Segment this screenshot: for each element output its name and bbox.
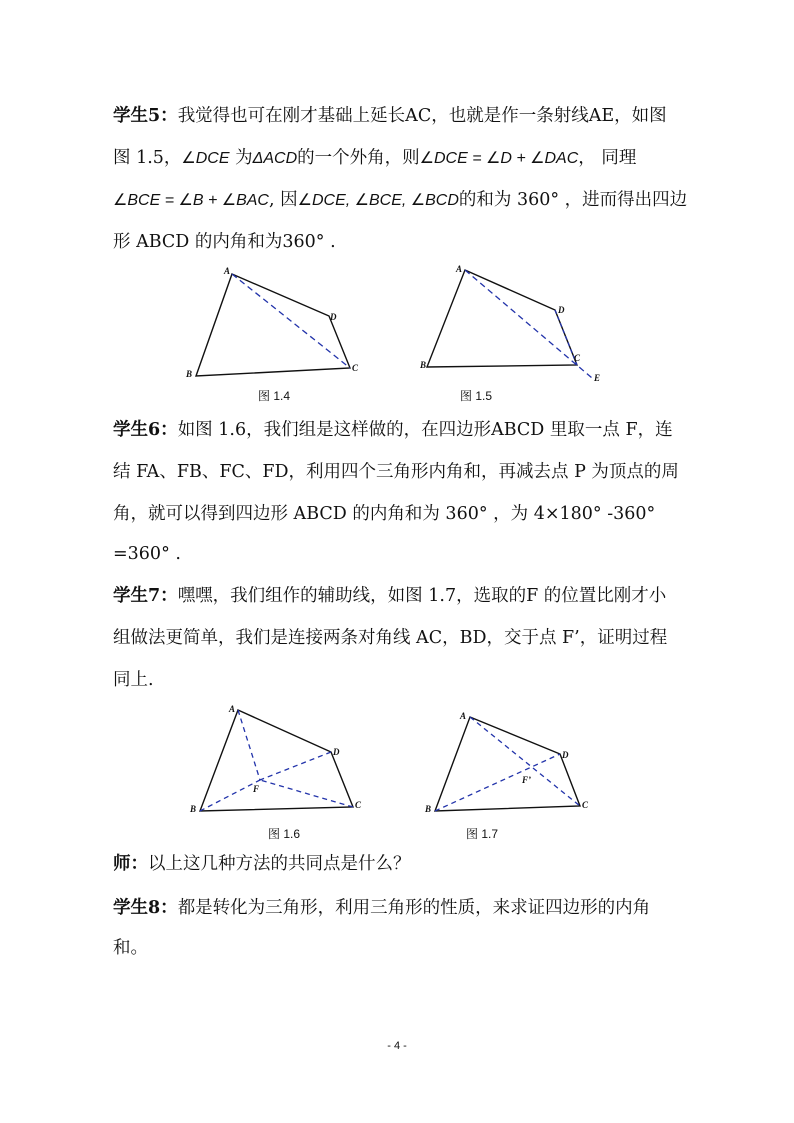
segment-fa — [238, 710, 260, 780]
text: 嘿嘿，我们组作的辅助线，如图 1.7，选取的F 的位置比刚才小 — [177, 586, 667, 606]
quadrilateral — [427, 270, 577, 367]
s6-line-3 — [113, 502, 655, 526]
vertex-label-e: E — [594, 373, 601, 383]
text: 结 FA、FB、FC、FD，利用四个三角形内角和，再减去点 P 为顶点的周 — [113, 462, 679, 482]
figure-caption: 图 1.6 — [268, 827, 301, 841]
text: 以上这几种方法的共同点是什么？ — [148, 854, 411, 874]
s7-line-2 — [113, 626, 667, 650]
vertex-label-a: A — [460, 711, 467, 721]
quadrilateral — [200, 710, 353, 811]
s5-line-1 — [113, 104, 667, 128]
text: 图 1.5， — [113, 148, 182, 168]
math: ∠DCE — [181, 150, 230, 167]
s5-line-3 — [113, 188, 687, 213]
s6-line-1 — [113, 418, 673, 442]
page-number: - 4 - — [387, 1040, 407, 1052]
vertex-label-d: D — [333, 747, 340, 757]
segment-fb — [200, 780, 260, 811]
s5-line-2 — [113, 146, 636, 171]
s6-line-4 — [113, 542, 181, 566]
math: ΔACD — [252, 150, 298, 167]
figure-1-7 — [420, 703, 610, 823]
vertex-label-f: F — [253, 784, 260, 794]
vertex-label-a: A — [456, 264, 463, 274]
vertex-label-f-prime: F’ — [522, 775, 531, 785]
vertex-label-d: D — [330, 312, 337, 322]
figure-caption: 图 1.5 — [460, 389, 493, 403]
figure-caption: 图 1.4 — [258, 389, 291, 403]
vertex-label-b: B — [186, 369, 193, 379]
figure-1-6 — [185, 700, 375, 820]
speaker-label: 师： — [113, 854, 148, 874]
vertex-label-d: D — [562, 750, 569, 760]
figure-1-4 — [180, 265, 370, 385]
text: 的和为 360° ，进而得出四边 — [458, 190, 688, 210]
vertex-label-b: B — [420, 360, 427, 370]
text: 角，就可以得到四边形 ABCD 的内角和为 360° ，为 4×180° -360° — [113, 504, 656, 524]
vertex-label-c: C — [582, 800, 589, 810]
math: ∠DCE = ∠D + ∠DAC — [419, 150, 579, 167]
vertex-label-b: B — [190, 804, 197, 814]
text: , 因 — [268, 190, 298, 210]
vertex-label-a: A — [224, 266, 231, 276]
text: 如图 1.6，我们组是这样做的，在四边形ABCD 里取一点 F，连 — [177, 420, 673, 440]
quadrilateral — [435, 717, 580, 811]
segment-fd — [260, 752, 331, 780]
text: =360° . — [113, 544, 181, 564]
s8-line-2 — [113, 936, 148, 960]
text: 为 — [229, 148, 253, 168]
vertex-label-c: C — [355, 800, 362, 810]
text: 形 ABCD 的内角和为360° . — [113, 232, 336, 252]
vertex-label-b: B — [425, 804, 432, 814]
speaker-label: 学生8： — [113, 898, 178, 918]
segment-fc — [260, 780, 353, 807]
ray-ae — [465, 270, 592, 378]
figure-caption: 图 1.7 — [466, 827, 499, 841]
s7-line-1 — [113, 584, 666, 608]
s5-line-4 — [113, 230, 336, 254]
quadrilateral — [196, 274, 350, 376]
text: 和。 — [113, 938, 148, 958]
vertex-label-a: A — [229, 704, 236, 714]
s8-line-1 — [113, 896, 650, 920]
text: 同上. — [113, 670, 154, 690]
speaker-label: 学生7： — [113, 586, 178, 606]
speaker-label: 学生5： — [113, 106, 178, 126]
vertex-label-c: C — [574, 353, 581, 363]
figure-1-5 — [420, 262, 620, 387]
s6-line-2 — [113, 460, 679, 484]
text: 的一个外角，则 — [297, 148, 420, 168]
vertex-label-d: D — [558, 305, 565, 315]
text: 我觉得也可在刚才基础上延长AC，也就是作一条射线AE，如图 — [177, 106, 667, 126]
s7-line-3 — [113, 668, 154, 692]
text: ， 同理 — [578, 148, 637, 168]
math: ∠BCE = ∠B + ∠BAC — [113, 192, 269, 209]
text: 组做法更简单，我们是连接两条对角线 AC，BD，交于点 F’，证明过程 — [113, 628, 668, 648]
vertex-label-c: C — [352, 363, 359, 373]
text: 都是转化为三角形，利用三角形的性质，来求证四边形的内角 — [177, 898, 651, 918]
math: ∠DCE, ∠BCE, ∠BCD — [297, 192, 459, 209]
teacher-line — [113, 852, 411, 876]
speaker-label: 学生6： — [113, 420, 178, 440]
